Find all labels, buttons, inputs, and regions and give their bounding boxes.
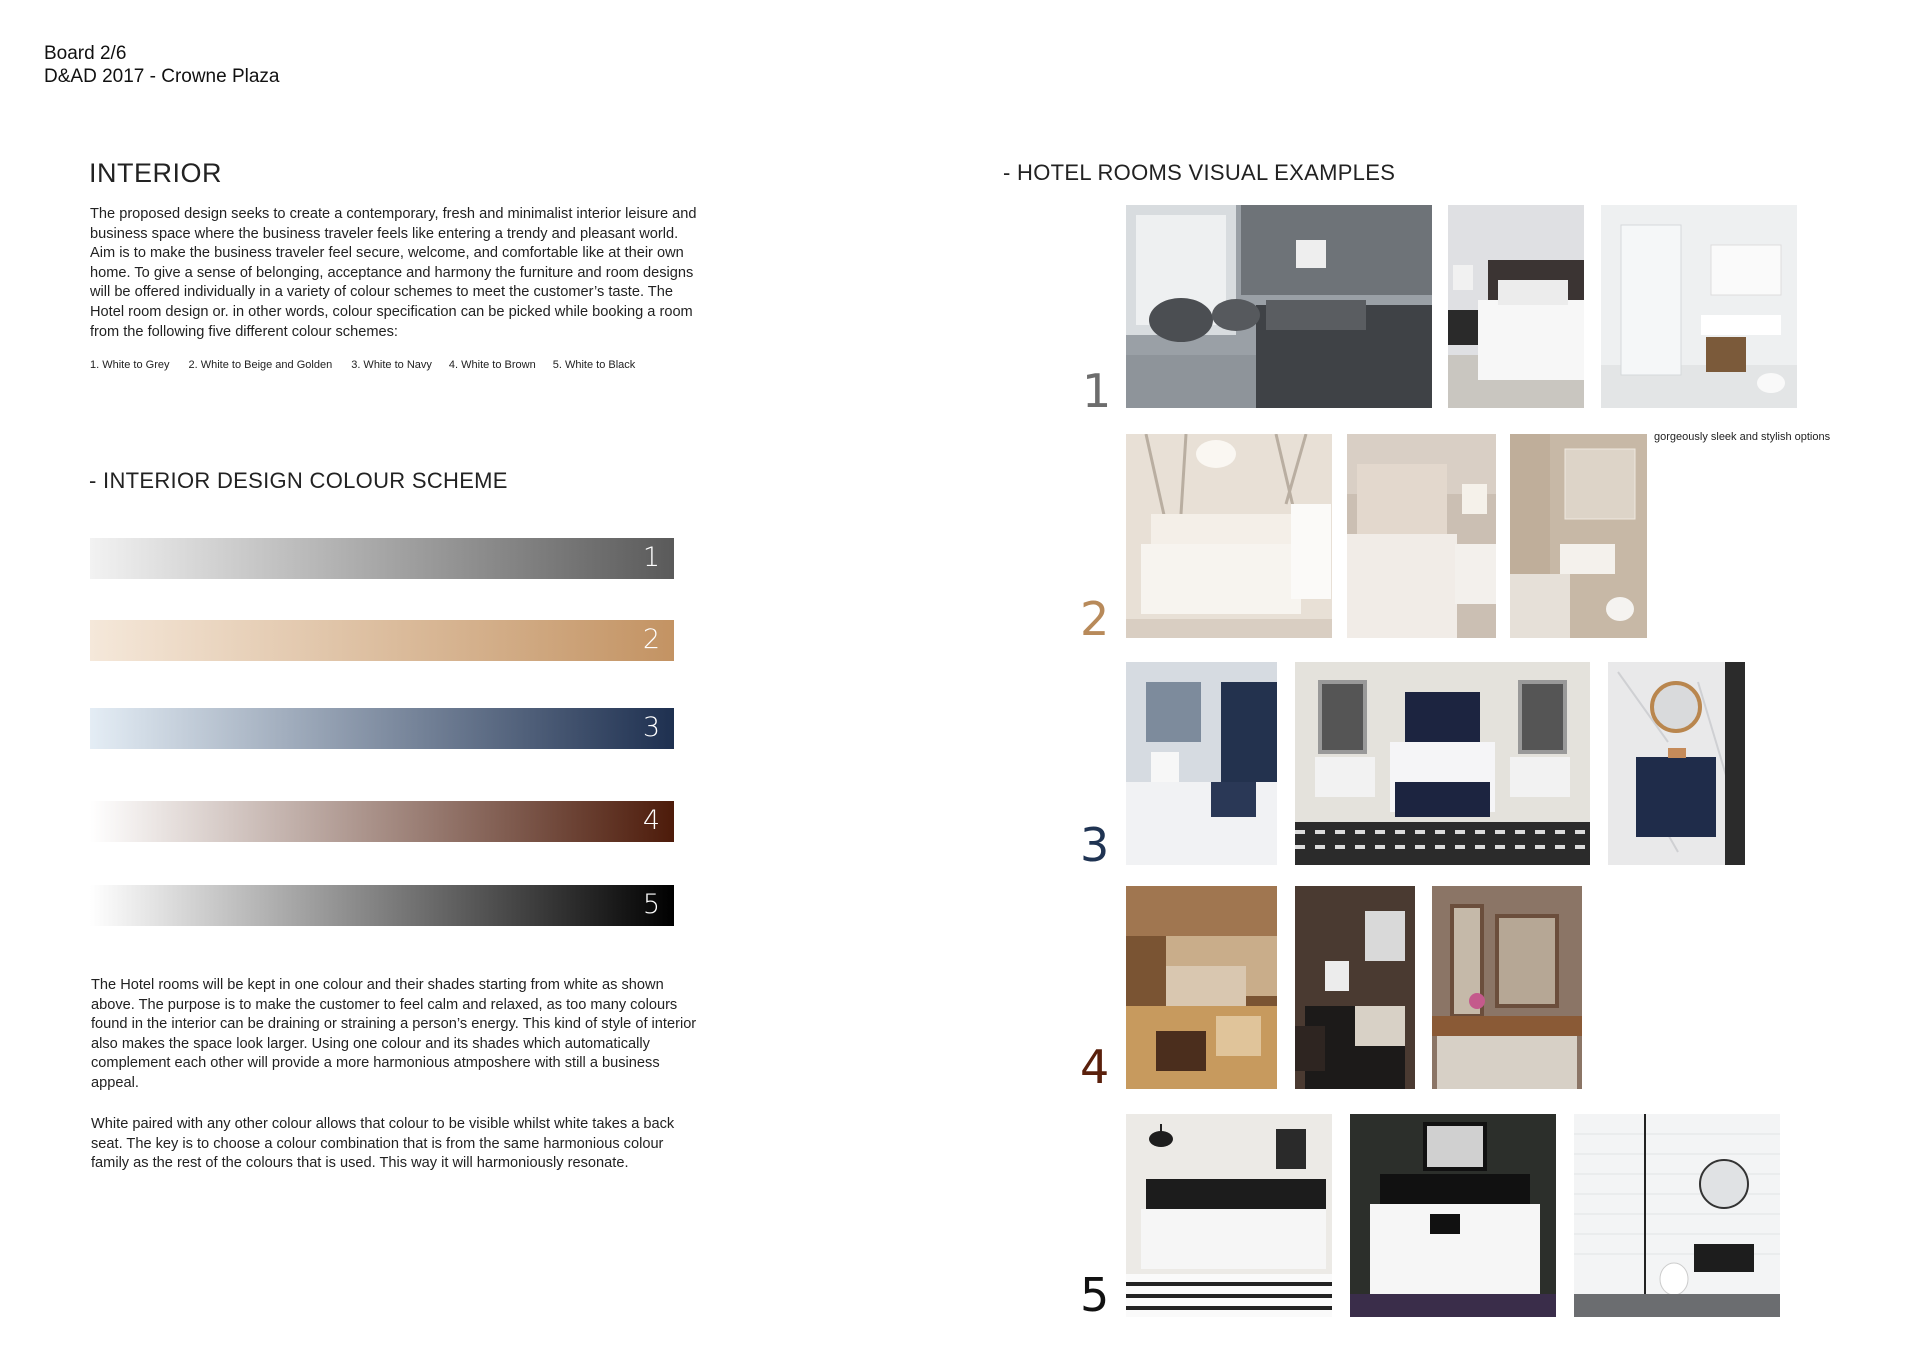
scheme-list xyxy=(90,359,635,371)
interior-heading: INTERIOR xyxy=(89,158,223,188)
room-row-number: 2 xyxy=(1080,592,1110,646)
colour-bar-number: 3 xyxy=(642,712,660,743)
room-photo-brown-bedroom xyxy=(1295,886,1415,1089)
colour-bar-number: 2 xyxy=(642,624,660,655)
colour-bar-number: 1 xyxy=(642,542,660,573)
room-photo-white-bathroom xyxy=(1601,205,1797,408)
colour-bar-grey xyxy=(90,538,674,579)
room-photo-black-bathroom xyxy=(1574,1114,1780,1317)
room-photo-white-bed xyxy=(1448,205,1584,408)
scheme-item: 3. White to Navy xyxy=(351,359,432,371)
room-photo-beige-bed xyxy=(1347,434,1496,638)
colour-bar-number: 4 xyxy=(642,805,660,836)
room-photo-grey-bedroom xyxy=(1126,205,1432,408)
colour-bar-black xyxy=(90,885,674,926)
room-row-number: 5 xyxy=(1080,1268,1110,1322)
colour-scheme-heading: - INTERIOR DESIGN COLOUR SCHEME xyxy=(89,468,508,493)
project-title: D&AD 2017 - Crowne Plaza xyxy=(44,66,280,87)
room-row-number: 3 xyxy=(1080,818,1110,872)
room-row-number: 4 xyxy=(1080,1040,1110,1094)
board-meta xyxy=(44,42,280,88)
board-number: Board 2/6 xyxy=(44,43,127,64)
room-photo-brown-suite xyxy=(1126,886,1277,1089)
room-photo-navy-vanity xyxy=(1608,662,1745,865)
colour-bar-beige xyxy=(90,620,674,661)
room-photo-beige-bathroom xyxy=(1510,434,1647,638)
room-photo-navy-bedroom xyxy=(1295,662,1590,865)
scheme-item: 5. White to Black xyxy=(552,359,636,371)
room-row-number: 1 xyxy=(1082,364,1112,418)
scheme-item: 2. White to Beige and Golden xyxy=(188,359,333,371)
interior-intro: The proposed design seeks to create a contemporary, fresh and minimalist interior leisure and business space where the business traveler feels like entering a trendy and pleasant world. Aim is to make the business traveler feel secure, welcome, and comfortable like at their own home. To give a sense of belonging, acceptance and harmony the furniture and room designs will be offered individually in a variety of colour schemes to meet the customer’s taste. The Hotel room design or. in other words, colour specification can be picked while booking a room from the following five different colour schemes: xyxy=(90,206,697,340)
room-photo-black-bedroom xyxy=(1126,1114,1332,1317)
colour-bar-brown xyxy=(90,801,674,842)
room-photo-black-panelled-bedroom xyxy=(1350,1114,1556,1317)
scheme-item: 4. White to Brown xyxy=(448,359,536,371)
room-photo-brown-bathroom xyxy=(1432,886,1582,1089)
colour-scheme-paragraph: White paired with any other colour allows that colour to be visible whilst white takes a back seat. The key is to choose a colour combination that is from the same harmonious colour family as the rest of the colours that is used. This way it will harmoniously resonate. xyxy=(91,1116,675,1172)
hotel-rooms-heading: - HOTEL ROOMS VISUAL EXAMPLES xyxy=(1003,160,1396,185)
scheme-item: 1. White to Grey xyxy=(90,359,170,371)
room-photo-navy-headboard xyxy=(1126,662,1277,865)
colour-scheme-paragraph: The Hotel rooms will be kept in one colour and their shades starting from white as shown above. The purpose is to make the customer to feel calm and relaxed, as too many colours found in the interior can be draining or straining a person’s energy. This kind of style of interior also makes the space look larger. Using one colour and its shades which automatically complement each other will provide a more harmonious atmposhere with still a business appeal. xyxy=(91,977,697,1091)
row2-caption: gorgeously sleek and stylish options xyxy=(1654,431,1831,443)
colour-bar-number: 5 xyxy=(642,889,660,920)
room-photo-beige-bedroom xyxy=(1126,434,1332,638)
colour-bar-navy xyxy=(90,708,674,749)
